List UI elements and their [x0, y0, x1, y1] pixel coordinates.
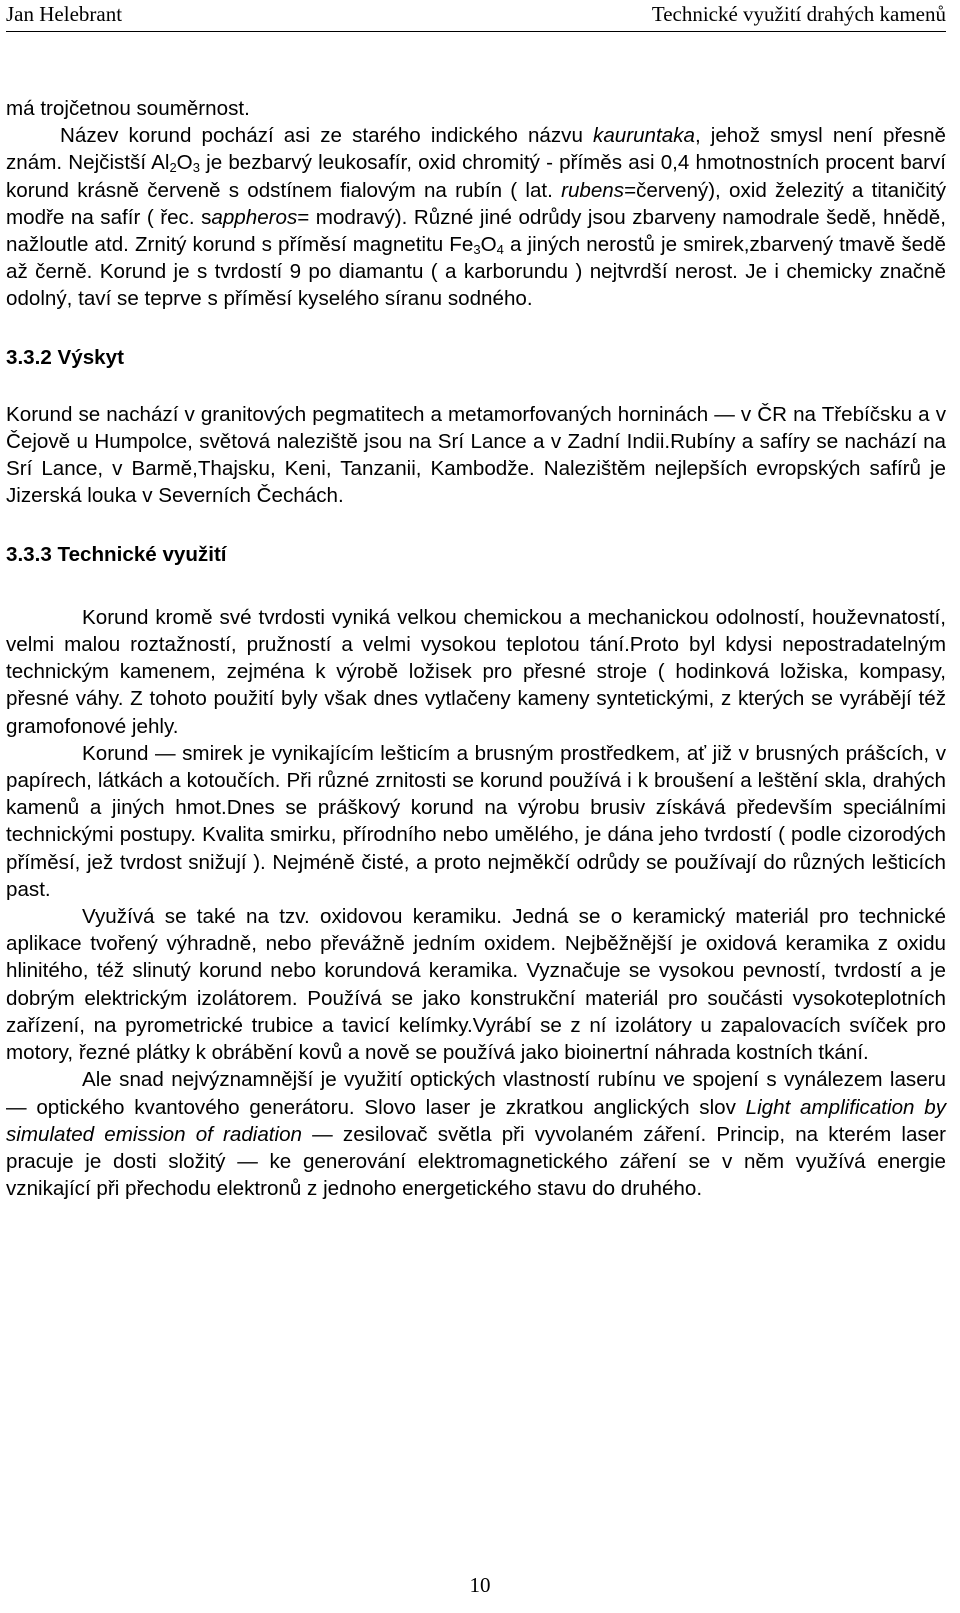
subscript: 2 [169, 160, 177, 176]
text-run: O [480, 233, 497, 257]
section-paragraph: Korund se nachází v granitových pegmatitech a metamorfovaných horninách — v ČR na Třebíčsku a v Čejově u Humpolce, světová naleziště jsou na Srí Lance a v Zadní Indii.Rubíny a safíry se nachází na Srí Lance, v Barmě,Thajsku, Keni, Tanzanii, Kambodže. Nalezištěm nejlepších evropských safírů je Jizerská louka v Severních Čechách. [6, 402, 946, 508]
section-heading-vyskyt: 3.3.2 Výskyt [6, 345, 124, 369]
text-run: Ale snad nejvýznamnější je využití optických vlastností rubínu ve spojení s vynálezem laseru — optického kvantového generátoru. Slovo laser je zkratkou anglických slov [6, 1068, 946, 1119]
section-paragraph [6, 1066, 946, 1202]
section-paragraph: Korund — smirek je vynikajícím lešticím a brusným prostředkem, ať již v brusných prášcích, v papírech, látkách a kotoučích. Při různé zrnitosti se korund používá i k broušení a leštění skla, drahých kamenů a jiných hmot.Dnes se práškový korund na výrobu brusiv získává především speciálními technickými postupy. Kvalita smirku, přírodního nebo umělého, je dána jeho tvrdostí ( podle cizorodých příměsí, jež tvrdost snižují ). Nejméně čisté, a proto nejměkčí odrůdy se používají do různých lešticích past. [6, 741, 946, 901]
italic-term: kauruntaka [593, 124, 695, 148]
header-title: Technické využití drahých kamenů [651, 2, 946, 26]
document-body [6, 95, 946, 1202]
subscript: 3 [192, 160, 200, 176]
header-author: Jan Helebrant [6, 2, 123, 26]
italic-term: rubens [561, 178, 625, 202]
text-run: Název korund pochází asi ze starého indického názvu [60, 124, 594, 148]
text-run: a jiných nerostů je smirek,zbarvený tmavě šedě až černě. Korund je s tvrdostí 9 po diamantu ( a karborundu ) nejtvrdší nerost. Je i chemicky značně odolný, taví se teprve s příměsí kyselého síranu sodného. [6, 233, 946, 311]
intro-paragraph-1 [6, 122, 946, 312]
text-run: O [176, 151, 193, 175]
text-run: =červený), oxid železitý a titaničitý modře na safír ( řec. s [6, 178, 946, 229]
text-run: = modravý). Různé jiné odrůdy jsou zbarveny namodrale šedě, hnědě, nažloutle atd. Zrnitý korund s příměsí magnetitu Fe [6, 205, 946, 257]
section-paragraph: Korund kromě své tvrdosti vyniká velkou chemickou a mechanickou odolností, houževnatostí, velmi malou roztažností, pružností a velmi vysokou teplotou tání.Proto byl kdysi nepostradatelným technickým kamenem, zejména k výrobě ložisek pro přesné stroje ( hodinková ložiska, kompasy, přesné váhy. Z tohoto použití byly však dnes vytlačeny kameny syntetickými, z kterých se vyrábějí též gramofonové jehly. [6, 605, 946, 738]
page-number: 10 [469, 1573, 491, 1597]
text-run: — zesilovač světla při vyvolaném záření. Princip, na kterém laser pracuje je dosti složitý — ke generování elektromagnetického záření se v něm využívá energie vznikající při přechodu elektronů z jednoho energetického stavu do druhého. [6, 1122, 947, 1201]
text-run: , jehož smysl není přesně znám. Nejčistší Al [6, 124, 946, 175]
text-run: je bezbarvý leukosafír, oxid chromitý - příměs asi 0,4 hmotnostních procent barví korund krásně červeně s odstínem fialovým na rubín ( lat. [6, 151, 947, 202]
subscript: 4 [496, 242, 504, 258]
subscript: 3 [473, 242, 481, 258]
header-rule [6, 31, 946, 32]
page-header [6, 0, 946, 34]
section-paragraph: Využívá se také na tzv. oxidovou keramiku. Jedná se o keramický materiál pro technické aplikace tvořený výhradně, nebo převážně jedním oxidem. Nejběžnější je oxidová keramika z oxidu hlinitého, též slinutý korund nebo korundová keramika. Vyznačuje se vysokou pevností, tvrdostí a je dobrým elektrickým izolátorem. Používá se jako konstrukční materiál pro součásti vysokoteplotních zařízení, na pyrometrické trubice a tavicí kelímky.Vyrábí se z ní izolátory u zapalovacích svíček pro motory, řezné plátky k obrábění kovů a nově se používá jako bioinertní náhrada kostních tkání. [6, 905, 946, 1065]
section-heading-technicke-vyuziti: 3.3.3 Technické využití [6, 542, 227, 566]
italic-term: appheros [211, 205, 298, 229]
italic-term: Light amplification by simulated emission of radiation [6, 1095, 946, 1146]
intro-paragraph-0: má trojčetnou souměrnost. [6, 97, 250, 120]
